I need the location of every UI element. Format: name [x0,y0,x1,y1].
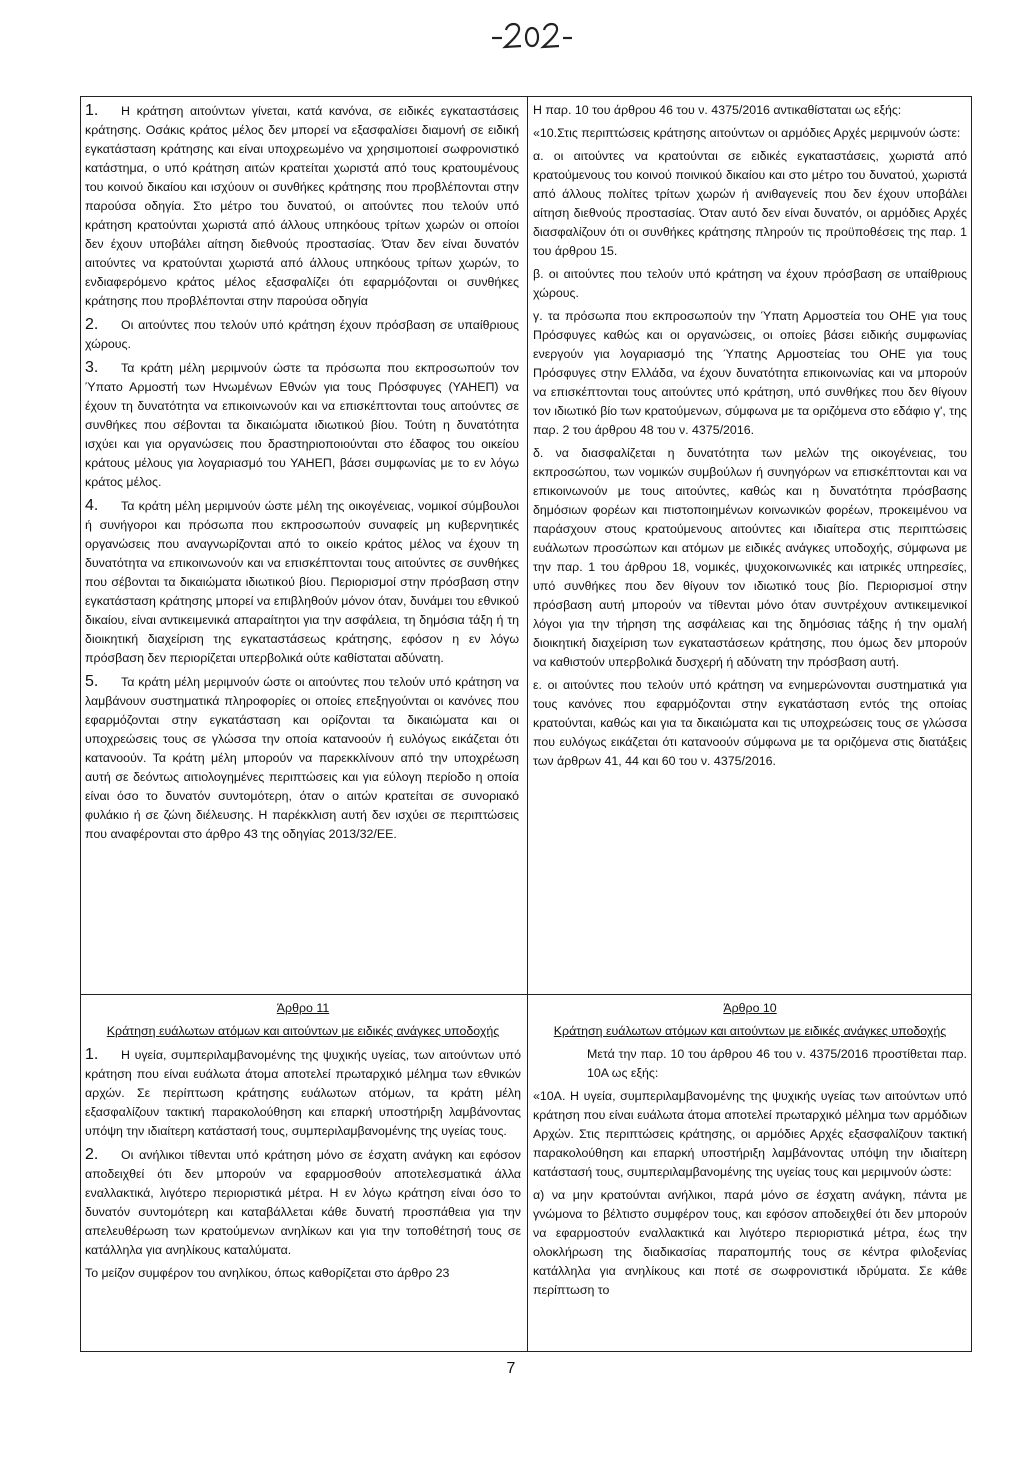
law-text-article-10 [533,999,967,1349]
handwritten-page-number [486,16,576,56]
amendment-item-d: δ. να διασφαλίζεται η δυνατότητα των μελών της οικογένειας, του εκπροσώπου, των νομικών συμβούλων ή συνηγόρων να επισκέπτονται και να επικοινωνούν με τους αιτούντες, καθώς και η δυνατότητα πρόσβασης δημόσιων φορέων και πιστοποιημένων κοινωνικών φορέων, προκειμένου να παράσχουν στους κρατούμενους αιτούντες και ιδιαίτερα στις περιπτώσεις ευάλωτων προσώπων και ατόμων με ειδικές ανάγκες υποδοχής, σύμφωνα με την παρ. 1 του άρθρου 18, νομικές, ψυχοκοινωνικές και ιατρικές υπηρεσίες, υπό συνθήκες που δεν θίγουν τον ιδιωτικό τους βίο. Περιορισμοί στην πρόσβαση αυτή μπορούν να τίθενται μόνο όταν συντρέχουν αντικειμενικοί λόγοι για την τήρηση της ασφάλειας και της δημόσιας τάξης ή την ομαλή διοικητική διαχείριση των εγκαταστάσεων κράτησης, που όμως δεν μπορούν να καθιστούν υπερβολικά δυσχερή ή αδύνατη την πρόσβαση αυτή. [533,446,967,669]
comparison-table [80,96,972,1352]
law-paragraph-10a: «10Α. Η υγεία, συμπεριλαμβανομένης της ψυχικής υγείας των αιτούντων υπό κράτηση που είναι ευάλωτα άτομα αποτελεί πρωταρχικό μέλημα των αρμόδιων Αρχών. Στις περιπτώσεις κράτησης, οι αρμόδιες Αρχές εξασφαλίζουν τακτική παρακολούθηση και επαρκή υποστήριξη λαμβάνοντας υπόψη την ιδιαίτερη κατάστασή τους, συμπεριλαμβανομένης της υγείας τους και μεριμνούν ώστε: [533,1089,967,1179]
amendment-item-a: α. οι αιτούντες να κρατούνται σε ειδικές εγκαταστάσεις, χωριστά από κρατούμενους του κοινού ποινικού δικαίου και στο μέτρο του δυνατού, χωριστά από άλλους πολίτες τρίτων χωρών ή ανιθαγενείς που δεν έχουν υποβάλει αίτηση διεθνούς προστασίας. Όταν αυτό δεν είναι δυνατόν, οι αρμόδιες Αρχές διασφαλίζουν ότι οι συνθήκες κράτησης πληρούν τις προϋποθέσεις της παρ. 1 του άρθρου 15. [533,149,967,258]
article-intro: Μετά την παρ. 10 του άρθρου 46 του ν. 4375/2016 προστίθεται παρ. 10Α ως εξής: [587,1047,967,1080]
directive-paragraph-4: 4. Τα κράτη μέλη μεριμνούν ώστε μέλη της οικογένειας, νομικοί σύμβουλοι ή συνήγοροι και πρόσωπα που εκπροσωπούν συναφείς μη κυβερνητικές οργανώσεις που αναγνωρίζονται από το οικείο κράτος μέλος να έχουν τη δυνατότητα να επικοινωνούν και να επισκέπτονται τους αιτούντες σε συνθήκες που σέβονται τα δικαιώματα ιδιωτικού βίου. Περιορισμοί στην πρόσβαση στην εγκατάσταση κράτησης μπορεί να επιβληθούν μόνον όταν, δυνάμει του εθνικού δικαίου, είναι αντικειμενικά απαραίτητοι για την ασφάλεια, τη δημόσια τάξη ή τη διοικητική διαχείριση της εγκαταστάσεως κράτησης, εφόσον η εν λόγω πρόσβαση δεν περιορίζεται υπερβολικά ούτε καθίσταται αδύνατη. [85,497,519,665]
page-number: 7 [506,1360,516,1377]
law-amendment-text [533,101,967,991]
row-divider [81,994,971,995]
directive-art11-paragraph-3: Το μείζον συμφέρον του ανηλίκου, όπως καθορίζεται στο άρθρο 23 [85,1266,450,1280]
amendment-item-b: β. οι αιτούντες που τελούν υπό κράτηση να έχουν πρόσβαση σε υπαίθριους χώρους. [533,267,967,300]
column-divider [527,97,528,1351]
amendment-intro: Η παρ. 10 του άρθρου 46 του ν. 4375/2016 αντικαθίσταται ως εξής: [533,103,902,117]
directive-paragraph-3: 3. Τα κράτη μέλη μεριμνούν ώστε τα πρόσωπα που εκπροσωπούν τον Ύπατο Αρμοστή των Ηνωμένων Εθνών για τους Πρόσφυγες (ΥΑΗΕΠ) να έχουν τη δυνατότητα να επικοινωνούν και να επισκέπτονται τους αιτούντες σε συνθήκες που σέβονται τα δικαιώματα ιδιωτικού βίου. Τούτη η δυνατότητα ισχύει και για οργανώσεις που δραστηριοποιούνται στο έδαφος του οικείου κράτους μέλους για λογαριασμό του ΥΑΗΕΠ, βάσει συμφωνίας με το εν λόγω κράτος μέλος. [85,359,519,489]
article-heading: Άρθρο 10 [723,1001,777,1015]
law-item-a: α) να μην κρατούνται ανήλικοι, παρά μόνο σε έσχατη ανάγκη, πάντα με γνώμονα το βέλτιστο συμφέρον τους, και εφόσον αποδειχθεί ότι δεν μπορούν να εφαρμοστούν εναλλακτικά και λιγότερο περιοριστικά μέτρα, έως την ολοκλήρωση της διαδικασίας παραπομπής τους σε κέντρα φιλοξενίας κατάλληλα για ανηλίκους και ποτέ σε σωφρονιστικά ιδρύματα. Σε κάθε περίπτωση το [533,1188,967,1297]
directive-text-article-10 [85,101,521,991]
article-title: Κράτηση ευάλωτων ατόμων και αιτούντων με ειδικές ανάγκες υποδοχής [106,1024,500,1038]
directive-paragraph-2: 2. Οι αιτούντες που τελούν υπό κράτηση έχουν πρόσβαση σε υπαίθριους χώρους. [85,316,519,351]
amendment-lead: «10.Στις περιπτώσεις κράτησης αιτούντων οι αρμόδιες Αρχές μεριμνούν ώστε: [533,126,961,140]
amendment-item-c: γ. τα πρόσωπα που εκπροσωπούν την Ύπατη Αρμοστεία του ΟΗΕ για τους Πρόσφυγες καθώς και οι οργανώσεις, οι οποίες βάσει ειδικής συμφωνίας ενεργούν για λογαριασμό της Ύπατης Αρμοστείας του ΟΗΕ για τους Πρόσφυγες στην Ελλάδα, να έχουν δυνατότητα επικοινωνίας και να μπορούν να επισκέπτονται τους αιτούντες υπό κράτηση, υπό συνθήκες που δεν θίγουν τον ιδιωτικό βίο των κρατούμενων, σύμφωνα με τα οριζόμενα στο εδάφιο γ', της παρ. 2 του άρθρου 48 του ν. 4375/2016. [533,309,967,437]
directive-art11-paragraph-1: 1. Η υγεία, συμπεριλαμβανομένης της ψυχικής υγείας, των αιτούντων υπό κράτηση που είναι ευάλωτα άτομα αποτελεί πρωταρχικό μέλημα των εθνικών αρχών. Σε περίπτωση κράτησης ευάλωτων ατόμων, τα κράτη μέλη εξασφαλίζουν τακτική παρακολούθηση και επαρκή υποστήριξη λαμβάνοντας υπόψη την ιδιαίτερη κατάστασή τους, συμπεριλαμβανομένης της υγείας τους. [85,1046,521,1138]
directive-art11-paragraph-2: 2. Οι ανήλικοι τίθενται υπό κράτηση μόνο σε έσχατη ανάγκη και εφόσον αποδειχθεί ότι δεν μπορούν να εφαρμοσθούν αποτελεσματικά άλλα εναλλακτικά, λιγότερο περιοριστικά μέτρα. Η εν λόγω κράτηση είναι όσο το δυνατόν συντομότερη και καταβάλλεται κάθε δυνατή προσπάθεια για την απελευθέρωση των κρατούμενων ανηλίκων και για την τοποθέτησή τους σε κατάλληλα για ανηλίκους καταλύματα. [85,1146,521,1257]
directive-text-article-11 [85,999,521,1349]
directive-paragraph-5: 5. Τα κράτη μέλη μεριμνούν ώστε οι αιτούντες που τελούν υπό κράτηση να λαμβάνουν συστηματικά πληροφορίες οι οποίες επεξηγούνται οι κανόνες που εφαρμόζονται στην εγκατάσταση και ορίζονται τα δικαιώματα και οι υποχρεώσεις τους σε γλώσσα την οποία κατανοούν ή ευλόγως εικάζεται ότι κατανοούν. Τα κράτη μέλη μπορούν να παρεκκλίνουν από την υποχρέωση αυτή σε δεόντως αιτιολογημένες περιπτώσεις και για εύλογη περίοδο η οποία είναι όσο το δυνατόν συντομότερη, όταν ο αιτών κρατείται σε συνοριακό φυλάκιο ή σε ζώνη διέλευσης. Η παρέκκλιση αυτή δεν ισχύει σε περιπτώσεις που αναφέρονται στο άρθρο 43 της οδηγίας 2013/32/ΕΕ. [85,673,519,841]
directive-paragraph-1: 1. Η κράτηση αιτούντων γίνεται, κατά κανόνα, σε ειδικές εγκαταστάσεις κράτησης. Οσάκις κράτος μέλος δεν μπορεί να εξασφαλίσει διαμονή σε ειδική εγκατάσταση κράτησης και είναι υποχρεωμένο να χρησιμοποιεί σωφρονιστικό κατάστημα, ο υπό κράτηση αιτών κρατείται χωριστά από τους κρατουμένους του κοινού δικαίου και ισχύουν οι συνθήκες κράτησης που προβλέπονται στην παρούσα οδηγία. Στο μέτρο του δυνατού, οι αιτούντες που τελούν υπό κράτηση κρατούνται χωριστά από άλλους υπηκόους τρίτων χωρών οι οποίοι δεν έχουν υποβάλει αίτηση διεθνούς προστασίας. Όταν δεν είναι δυνατόν αιτούντες να κρατούνται χωριστά από άλλους υπηκόους τρίτων χωρών, το ενδιαφερόμενο κράτος μέλος εξασφαλίζει ότι εφαρμόζονται οι συνθήκες κράτησης που προβλέπονται στην παρούσα οδηγία [85,102,519,308]
article-heading: Άρθρο 11 [276,1001,330,1015]
amendment-item-e: ε. οι αιτούντες που τελούν υπό κράτηση να ενημερώνονται συστηματικά για τους κανόνες που εφαρμόζονται στην εγκατάσταση εντός της οποίας κρατούνται, καθώς και για τα δικαιώματα και τις υποχρεώσεις τους σε γλώσσα που ευλόγως εικάζεται ότι κατανοούν σύμφωνα με τα οριζόμενα στις διατάξεις των άρθρων 41, 44 και 60 του ν. 4375/2016. [533,678,967,768]
article-title: Κράτηση ευάλωτων ατόμων και αιτούντων με ειδικές ανάγκες υποδοχής [553,1024,947,1038]
